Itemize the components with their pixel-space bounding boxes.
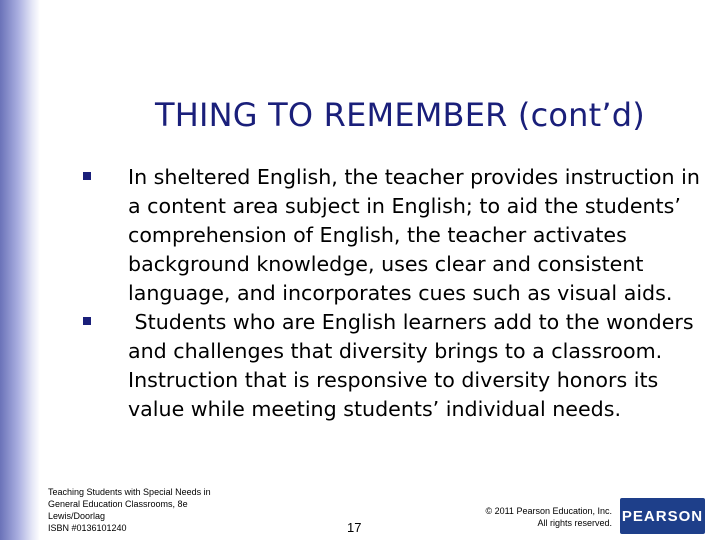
bullet-text: Students who are English learners add to the wonders and challenges that diversity brings to a classroom. Instruction that is responsive to diversity honors its value while meeting students’ individual needs. [128, 310, 701, 421]
slide-title: THING TO REMEMBER (cont’d) [155, 96, 645, 134]
bullet-text: In sheltered English, the teacher provides instruction in a content area subject in English; to aid the students’ comprehension of English, the teacher activates background knowledge, uses clear and consistent language, and incorporates cues such as visual aids. [128, 165, 700, 305]
pearson-logo [620, 498, 705, 534]
bullet-list [50, 163, 700, 424]
rights-line: All rights reserved. [537, 518, 612, 528]
copyright-line: © 2011 Pearson Education, Inc. [485, 506, 612, 516]
slide-side-gradient [0, 0, 40, 540]
book-isbn-line: ISBN #0136101240 [48, 523, 127, 533]
copyright-notice [452, 505, 612, 529]
pearson-logo-text: PEARSON [621, 507, 704, 525]
book-authors-line: Lewis/Doorlag [48, 511, 106, 521]
bullet-item [50, 308, 700, 424]
book-edition-line: General Education Classrooms, 8e [48, 499, 188, 509]
bullet-square-icon [83, 172, 91, 180]
bullet-square-icon [83, 317, 91, 325]
book-title-line: Teaching Students with Special Needs in [48, 487, 211, 497]
book-citation [48, 486, 258, 534]
bullet-item [50, 163, 700, 308]
page-number: 17 [347, 520, 362, 535]
